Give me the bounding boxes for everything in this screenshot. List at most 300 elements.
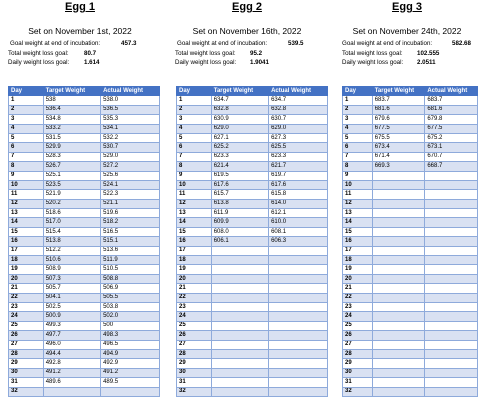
day-cell[interactable]: 8 [343,162,373,171]
actual-weight-cell[interactable]: 675.2 [425,133,478,142]
day-cell[interactable]: 7 [343,152,373,161]
target-weight-cell[interactable]: 507.3 [43,274,100,283]
day-cell[interactable]: 4 [177,124,212,133]
target-weight-cell[interactable] [372,349,425,358]
actual-weight-cell[interactable]: 492.9 [101,359,160,368]
actual-weight-cell[interactable]: 511.9 [101,256,160,265]
actual-weight-cell[interactable] [425,368,478,377]
actual-weight-cell[interactable]: 617.6 [269,180,328,189]
target-weight-cell[interactable] [211,331,268,340]
target-weight-cell[interactable] [372,302,425,311]
day-cell[interactable]: 24 [177,312,212,321]
day-cell[interactable]: 20 [9,274,44,283]
target-weight-cell[interactable] [372,256,425,265]
target-weight-cell[interactable]: 625.2 [211,143,268,152]
day-cell[interactable]: 29 [177,359,212,368]
table-row [343,293,478,302]
day-cell[interactable]: 15 [343,227,373,236]
day-cell[interactable]: 7 [9,152,44,161]
target-weight-cell[interactable]: 515.4 [43,227,100,236]
actual-weight-cell[interactable] [425,246,478,255]
target-weight-cell[interactable]: 512.2 [43,246,100,255]
actual-weight-cell[interactable]: 524.1 [101,180,160,189]
target-weight-cell[interactable]: 619.5 [211,171,268,180]
target-weight-cell[interactable]: 521.9 [43,190,100,199]
day-cell[interactable]: 21 [177,284,212,293]
day-cell[interactable]: 16 [343,237,373,246]
actual-weight-cell[interactable]: 630.7 [269,115,328,124]
daily-loss-value: 1.9041 [250,59,269,66]
day-cell[interactable]: 24 [9,312,44,321]
actual-weight-cell[interactable] [425,378,478,387]
target-weight-cell[interactable] [372,378,425,387]
actual-weight-cell[interactable] [425,312,478,321]
day-cell[interactable]: 28 [343,349,373,358]
actual-weight-cell[interactable]: 513.6 [101,246,160,255]
day-cell[interactable]: 6 [177,143,212,152]
target-weight-cell[interactable]: 528.3 [43,152,100,161]
actual-weight-cell[interactable]: 522.3 [101,190,160,199]
target-weight-cell[interactable] [372,293,425,302]
target-weight-cell[interactable]: 504.1 [43,293,100,302]
day-cell[interactable]: 23 [9,302,44,311]
day-cell[interactable]: 17 [9,246,44,255]
target-weight-cell[interactable]: 489.6 [43,378,100,387]
target-weight-cell[interactable]: 673.4 [372,143,425,152]
table-row [9,199,160,208]
day-cell[interactable]: 29 [343,359,373,368]
target-weight-cell[interactable] [372,284,425,293]
day-cell[interactable]: 28 [9,349,44,358]
day-cell[interactable]: 11 [343,190,373,199]
target-weight-cell[interactable] [372,368,425,377]
actual-weight-cell[interactable]: 527.2 [101,162,160,171]
actual-weight-cell[interactable]: 498.3 [101,331,160,340]
target-weight-cell[interactable]: 677.5 [372,124,425,133]
actual-weight-cell[interactable]: 496.5 [101,340,160,349]
actual-weight-cell[interactable] [425,302,478,311]
target-weight-cell[interactable]: 534.8 [43,115,100,124]
actual-weight-cell[interactable]: 521.1 [101,199,160,208]
actual-weight-cell[interactable]: 530.7 [101,143,160,152]
actual-weight-cell[interactable]: 681.6 [425,105,478,114]
actual-weight-cell[interactable]: 610.0 [269,218,328,227]
target-weight-cell[interactable]: 675.5 [372,133,425,142]
actual-weight-cell[interactable] [269,284,328,293]
day-cell[interactable]: 1 [343,96,373,105]
actual-weight-cell[interactable]: 506.9 [101,284,160,293]
actual-weight-cell[interactable]: 494.9 [101,349,160,358]
actual-weight-cell[interactable] [269,340,328,349]
day-cell[interactable]: 26 [177,331,212,340]
day-cell[interactable]: 15 [9,227,44,236]
target-weight-cell[interactable] [372,209,425,218]
actual-weight-cell[interactable] [269,246,328,255]
day-cell[interactable]: 22 [9,293,44,302]
actual-weight-cell[interactable] [425,190,478,199]
day-cell[interactable]: 3 [9,115,44,124]
target-weight-cell[interactable]: 536.4 [43,105,100,114]
actual-weight-cell[interactable]: 508.8 [101,274,160,283]
actual-weight-cell[interactable]: 668.7 [425,162,478,171]
target-weight-cell[interactable] [211,312,268,321]
target-weight-cell[interactable]: 523.5 [43,180,100,189]
day-cell[interactable]: 13 [9,209,44,218]
target-weight-cell[interactable]: 513.8 [43,237,100,246]
target-weight-cell[interactable]: 505.7 [43,284,100,293]
target-weight-cell[interactable] [211,387,268,396]
target-weight-cell[interactable] [211,349,268,358]
target-weight-cell[interactable]: 609.9 [211,218,268,227]
day-cell[interactable]: 9 [177,171,212,180]
day-cell[interactable]: 20 [343,274,373,283]
target-weight-cell[interactable]: 606.1 [211,237,268,246]
actual-weight-cell[interactable]: 615.8 [269,190,328,199]
target-weight-cell[interactable] [211,293,268,302]
actual-weight-cell[interactable] [425,340,478,349]
day-cell[interactable]: 29 [9,359,44,368]
actual-weight-cell[interactable]: 510.5 [101,265,160,274]
day-cell[interactable]: 14 [9,218,44,227]
day-cell[interactable]: 13 [343,209,373,218]
target-weight-cell[interactable]: 520.2 [43,199,100,208]
actual-weight-cell[interactable]: 632.8 [269,105,328,114]
day-cell[interactable]: 10 [9,180,44,189]
day-cell[interactable]: 12 [9,199,44,208]
actual-weight-cell[interactable]: 535.3 [101,115,160,124]
actual-weight-cell[interactable]: 621.7 [269,162,328,171]
target-weight-cell[interactable]: 496.0 [43,340,100,349]
actual-weight-cell[interactable]: 627.3 [269,133,328,142]
target-weight-cell[interactable] [372,265,425,274]
actual-weight-cell[interactable] [425,171,478,180]
actual-weight-cell[interactable]: 505.5 [101,293,160,302]
target-weight-cell[interactable] [211,340,268,349]
target-weight-cell[interactable]: 491.2 [43,368,100,377]
day-cell[interactable]: 5 [343,133,373,142]
target-weight-cell[interactable] [372,237,425,246]
target-weight-cell[interactable]: 611.9 [211,209,268,218]
day-cell[interactable]: 22 [343,293,373,302]
goal-weight-value: 582.68 [452,40,471,47]
actual-weight-cell[interactable] [269,349,328,358]
day-cell[interactable]: 32 [9,387,44,396]
day-cell[interactable]: 25 [177,321,212,330]
actual-weight-cell[interactable]: 629.0 [269,124,328,133]
actual-weight-cell[interactable] [425,387,478,396]
actual-weight-cell[interactable]: 670.7 [425,152,478,161]
day-cell[interactable]: 2 [177,105,212,114]
day-cell[interactable]: 27 [177,340,212,349]
target-weight-cell[interactable]: 615.7 [211,190,268,199]
target-weight-cell[interactable] [211,359,268,368]
target-weight-cell[interactable] [211,265,268,274]
target-weight-cell[interactable]: 608.0 [211,227,268,236]
actual-weight-cell[interactable] [425,256,478,265]
target-weight-cell[interactable]: 632.8 [211,105,268,114]
target-weight-cell[interactable] [211,321,268,330]
day-cell[interactable]: 21 [9,284,44,293]
day-cell[interactable]: 27 [343,340,373,349]
day-cell[interactable]: 20 [177,274,212,283]
actual-weight-cell[interactable]: 518.2 [101,218,160,227]
target-weight-cell[interactable]: 621.4 [211,162,268,171]
day-cell[interactable]: 17 [177,246,212,255]
actual-weight-cell[interactable]: 525.6 [101,171,160,180]
actual-weight-cell[interactable] [269,302,328,311]
actual-weight-cell[interactable] [269,312,328,321]
day-cell[interactable]: 3 [177,115,212,124]
target-weight-cell[interactable]: 499.3 [43,321,100,330]
target-weight-cell[interactable]: 613.8 [211,199,268,208]
day-cell[interactable]: 28 [177,349,212,358]
day-cell[interactable]: 32 [177,387,212,396]
day-cell[interactable]: 12 [343,199,373,208]
actual-weight-cell[interactable] [425,180,478,189]
target-weight-cell[interactable]: 494.4 [43,349,100,358]
day-cell[interactable]: 11 [177,190,212,199]
day-cell[interactable]: 5 [9,133,44,142]
day-cell[interactable]: 10 [343,180,373,189]
day-cell[interactable]: 26 [343,331,373,340]
actual-weight-cell[interactable]: 614.0 [269,199,328,208]
table-row [177,359,328,368]
target-weight-cell[interactable] [211,368,268,377]
actual-weight-cell[interactable] [269,274,328,283]
actual-weight-cell[interactable] [425,284,478,293]
actual-weight-cell[interactable] [425,359,478,368]
day-cell[interactable]: 30 [177,368,212,377]
actual-weight-cell[interactable] [269,265,328,274]
actual-weight-cell[interactable] [425,331,478,340]
target-weight-cell[interactable] [211,302,268,311]
day-cell[interactable]: 4 [343,124,373,133]
actual-weight-cell[interactable] [425,209,478,218]
actual-weight-cell[interactable] [269,331,328,340]
target-weight-cell[interactable]: 533.2 [43,124,100,133]
target-weight-cell[interactable]: 502.5 [43,302,100,311]
actual-weight-cell[interactable]: 612.1 [269,209,328,218]
day-cell[interactable]: 16 [177,237,212,246]
target-weight-cell[interactable]: 497.7 [43,331,100,340]
actual-weight-cell[interactable] [425,274,478,283]
target-weight-cell[interactable] [372,387,425,396]
target-weight-cell[interactable] [372,180,425,189]
actual-weight-cell[interactable]: 500 [101,321,160,330]
day-cell[interactable]: 23 [343,302,373,311]
target-weight-cell[interactable] [372,246,425,255]
actual-weight-cell[interactable]: 634.7 [269,96,328,105]
day-cell[interactable]: 14 [177,218,212,227]
target-weight-cell[interactable] [372,274,425,283]
target-weight-cell[interactable]: 538 [43,96,100,105]
actual-weight-cell[interactable] [269,368,328,377]
actual-weight-cell[interactable] [425,293,478,302]
day-cell[interactable]: 10 [177,180,212,189]
target-weight-cell[interactable]: 500.9 [43,312,100,321]
actual-weight-cell[interactable]: 536.5 [101,105,160,114]
day-cell[interactable]: 32 [343,387,373,396]
day-cell[interactable]: 18 [9,256,44,265]
actual-weight-cell[interactable]: 519.6 [101,209,160,218]
day-cell[interactable]: 9 [9,171,44,180]
day-cell[interactable]: 25 [343,321,373,330]
day-cell[interactable]: 8 [177,162,212,171]
day-cell[interactable]: 4 [9,124,44,133]
actual-weight-cell[interactable] [269,293,328,302]
day-cell[interactable]: 6 [343,143,373,152]
actual-weight-cell[interactable]: 679.8 [425,115,478,124]
table-row [9,359,160,368]
actual-weight-cell[interactable] [269,256,328,265]
actual-weight-cell[interactable]: 502.0 [101,312,160,321]
target-weight-cell[interactable] [43,387,100,396]
day-cell[interactable]: 9 [343,171,373,180]
day-cell[interactable]: 1 [9,96,44,105]
target-weight-cell[interactable]: 627.1 [211,133,268,142]
table-row [177,246,328,255]
target-weight-cell[interactable]: 510.6 [43,256,100,265]
day-cell[interactable]: 19 [343,265,373,274]
day-cell[interactable]: 6 [9,143,44,152]
day-cell[interactable]: 11 [9,190,44,199]
target-weight-cell[interactable]: 492.8 [43,359,100,368]
day-cell[interactable]: 15 [177,227,212,236]
target-weight-cell[interactable]: 529.9 [43,143,100,152]
actual-weight-cell[interactable]: 608.1 [269,227,328,236]
target-weight-cell[interactable] [372,227,425,236]
actual-weight-cell[interactable] [425,227,478,236]
actual-weight-cell[interactable]: 529.0 [101,152,160,161]
target-weight-cell[interactable]: 629.0 [211,124,268,133]
target-weight-cell[interactable]: 683.7 [372,96,425,105]
actual-weight-cell[interactable] [425,265,478,274]
day-cell[interactable]: 18 [343,256,373,265]
day-cell[interactable]: 21 [343,284,373,293]
target-weight-cell[interactable]: 531.5 [43,133,100,142]
actual-weight-cell[interactable]: 677.5 [425,124,478,133]
actual-weight-cell[interactable] [425,218,478,227]
actual-weight-cell[interactable]: 491.2 [101,368,160,377]
day-cell[interactable]: 19 [9,265,44,274]
actual-weight-cell[interactable]: 503.8 [101,302,160,311]
actual-weight-cell[interactable]: 606.3 [269,237,328,246]
actual-weight-cell[interactable] [425,199,478,208]
target-weight-cell[interactable] [372,218,425,227]
target-weight-cell[interactable] [211,284,268,293]
actual-weight-cell[interactable] [101,387,160,396]
day-cell[interactable]: 1 [177,96,212,105]
actual-weight-cell[interactable] [425,237,478,246]
day-cell[interactable]: 2 [343,105,373,114]
target-weight-cell[interactable]: 681.6 [372,105,425,114]
target-weight-cell[interactable] [372,312,425,321]
table-row [177,171,328,180]
table-row [177,331,328,340]
actual-weight-cell[interactable]: 625.5 [269,143,328,152]
table-row [343,349,478,358]
day-cell[interactable]: 12 [177,199,212,208]
day-cell[interactable]: 23 [177,302,212,311]
target-weight-cell[interactable] [372,340,425,349]
target-weight-cell[interactable] [372,359,425,368]
day-cell[interactable]: 3 [343,115,373,124]
day-cell[interactable]: 14 [343,218,373,227]
target-weight-cell[interactable] [372,171,425,180]
day-cell[interactable]: 30 [9,368,44,377]
target-weight-cell[interactable] [372,331,425,340]
target-weight-cell[interactable]: 617.6 [211,180,268,189]
table-row [9,105,160,114]
day-cell[interactable]: 31 [177,378,212,387]
day-cell[interactable]: 19 [177,265,212,274]
actual-weight-cell[interactable]: 534.1 [101,124,160,133]
target-weight-cell[interactable] [211,246,268,255]
actual-weight-cell[interactable]: 516.5 [101,227,160,236]
actual-weight-cell[interactable] [269,378,328,387]
day-cell[interactable]: 16 [9,237,44,246]
target-weight-cell[interactable] [211,256,268,265]
day-cell[interactable]: 26 [9,331,44,340]
target-weight-cell[interactable]: 518.6 [43,209,100,218]
target-weight-cell[interactable]: 630.9 [211,115,268,124]
day-cell[interactable]: 31 [343,378,373,387]
day-cell[interactable]: 2 [9,105,44,114]
day-cell[interactable]: 5 [177,133,212,142]
day-cell[interactable]: 7 [177,152,212,161]
target-weight-cell[interactable] [372,321,425,330]
actual-weight-cell[interactable]: 538.0 [101,96,160,105]
actual-weight-cell[interactable]: 489.5 [101,378,160,387]
target-weight-cell[interactable]: 669.3 [372,162,425,171]
day-cell[interactable]: 17 [343,246,373,255]
target-weight-cell[interactable]: 508.9 [43,265,100,274]
day-cell[interactable]: 25 [9,321,44,330]
day-cell[interactable]: 24 [343,312,373,321]
day-cell[interactable]: 22 [177,293,212,302]
target-weight-cell[interactable] [211,274,268,283]
day-cell[interactable]: 13 [177,209,212,218]
table-header-row [9,87,160,96]
actual-weight-cell[interactable]: 619.7 [269,171,328,180]
target-weight-cell[interactable]: 634.7 [211,96,268,105]
day-cell[interactable]: 30 [343,368,373,377]
actual-weight-cell[interactable] [269,387,328,396]
target-weight-cell[interactable] [211,378,268,387]
actual-weight-cell[interactable]: 673.1 [425,143,478,152]
target-weight-cell[interactable] [372,190,425,199]
actual-weight-cell[interactable]: 683.7 [425,96,478,105]
actual-weight-cell[interactable]: 623.3 [269,152,328,161]
actual-weight-cell[interactable] [269,359,328,368]
target-weight-cell[interactable]: 517.0 [43,218,100,227]
target-weight-cell[interactable]: 525.1 [43,171,100,180]
target-weight-cell[interactable]: 671.4 [372,152,425,161]
day-cell[interactable]: 8 [9,162,44,171]
actual-weight-cell[interactable] [269,321,328,330]
day-cell[interactable]: 31 [9,378,44,387]
actual-weight-cell[interactable]: 532.2 [101,133,160,142]
actual-weight-cell[interactable] [425,349,478,358]
actual-weight-cell[interactable]: 515.1 [101,237,160,246]
day-cell[interactable]: 27 [9,340,44,349]
day-cell[interactable]: 18 [177,256,212,265]
target-weight-cell[interactable]: 526.7 [43,162,100,171]
actual-weight-cell[interactable] [425,321,478,330]
target-weight-cell[interactable]: 679.6 [372,115,425,124]
target-weight-cell[interactable]: 623.3 [211,152,268,161]
target-weight-cell[interactable] [372,199,425,208]
